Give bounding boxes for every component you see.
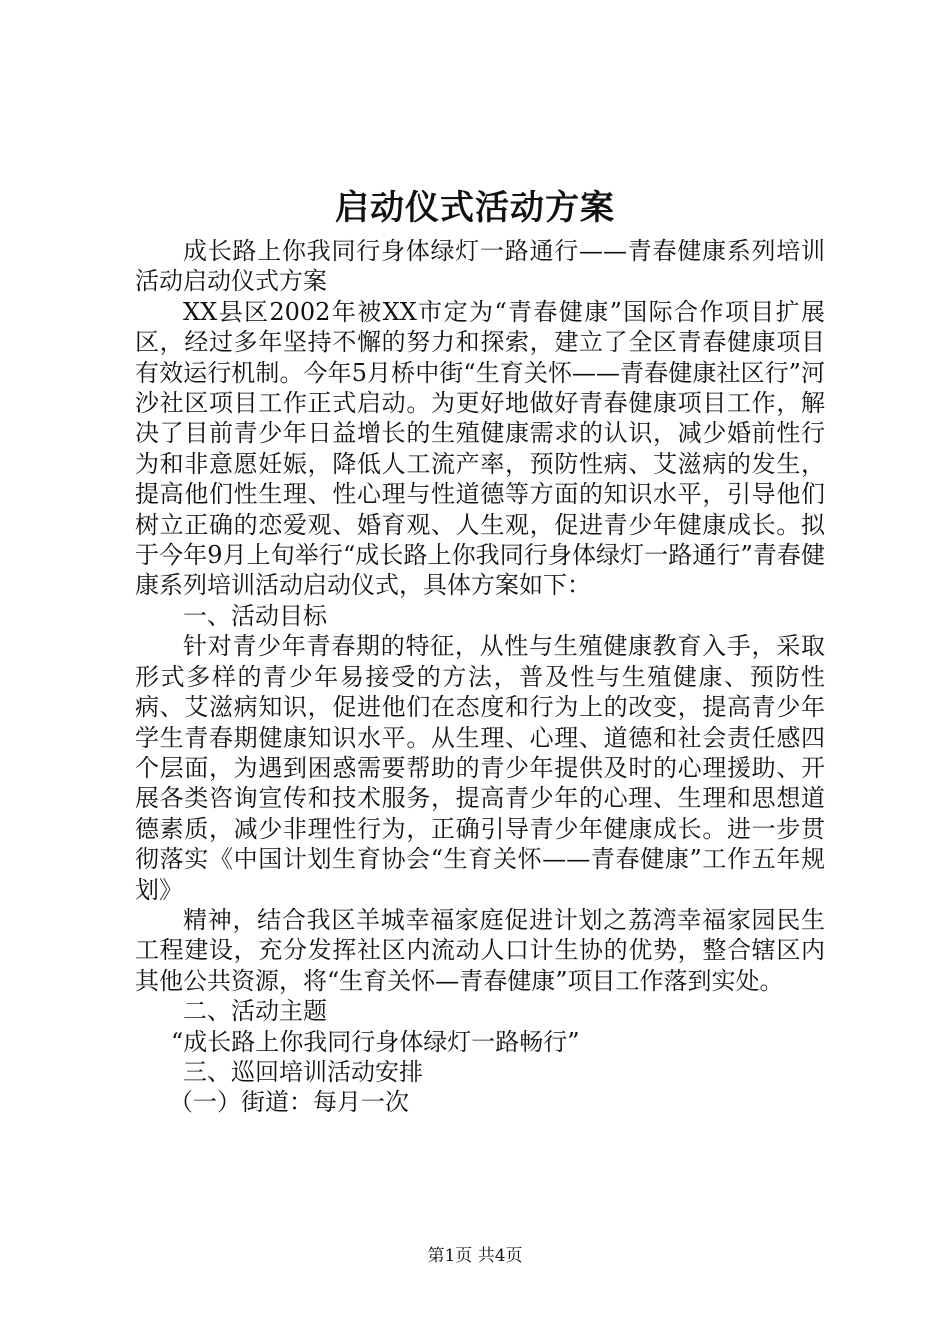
paragraph-theme: “成长路上你我同行身体绿灯一路畅行” [171,1027,580,1056]
page-footer: 第1页 共4页 [427,1246,523,1266]
paragraph-spirit: 精神，结合我区羊城幸福家庭促进计划之荔湾幸福家园民生工程建设，充分发挥社区内流动人口计生协的优势，整合辖区内其他公共资源，将“生育关怀—青春健康”项目工作落到实处。 [135,905,825,995]
section-heading-goals: 一、活动目标 [183,601,327,630]
section-heading-theme: 二、活动主题 [183,997,327,1026]
section-heading-schedule: 三、巡回培训活动安排 [183,1057,423,1086]
paragraph-schedule-street: （一）街道：每月一次 [169,1088,409,1117]
document-body [135,236,825,1118]
paragraph-subtitle: 成长路上你我同行身体绿灯一路通行——青春健康系列培训活动启动仪式方案 [135,237,825,296]
paragraph-goals: 针对青少年青春期的特征，从性与生殖健康教育入手，采取形式多样的青少年易接受的方法，普及性与生殖健康、预防性病、艾滋病知识，促进他们在态度和行为上的改变，提高青少年学生青春期健康知识水平。从生理、心理、道德和社会责任感四个层面，为遇到困惑需要帮助的青少年提供及时的心理援助、开展各类咨询宣传和技术服务，提高青少年的心理、生理和思想道德素质，减少非理性行为，正确引导青少年健康成长。进一步贯彻落实《中国计划生育协会“生育关怀——青春健康”工作五年规划》 [135,632,825,904]
paragraph-intro: XX县区2002年被XX市定为“青春健康”国际合作项目扩展区，经过多年坚持不懈的努力和探索，建立了全区青春健康项目有效运行机制。今年5月桥中街“生育关怀——青春健康社区行”河沙社区项目工作正式启动。为更好地做好青春健康项目工作，解决了目前青少年日益增长的生殖健康需求的认识，减少婚前性行为和非意愿妊娠，降低人工流产率，预防性病、艾滋病的发生，提高他们性生理、性心理与性道德等方面的知识水平，引导他们树立正确的恋爱观、婚育观、人生观，促进青少年健康成长。拟于今年9月上旬举行“成长路上你我同行身体绿灯一路通行”青春健康系列培训活动启动仪式，具体方案如下： [135,297,825,600]
document-title: 启动仪式活动方案 [335,188,615,228]
